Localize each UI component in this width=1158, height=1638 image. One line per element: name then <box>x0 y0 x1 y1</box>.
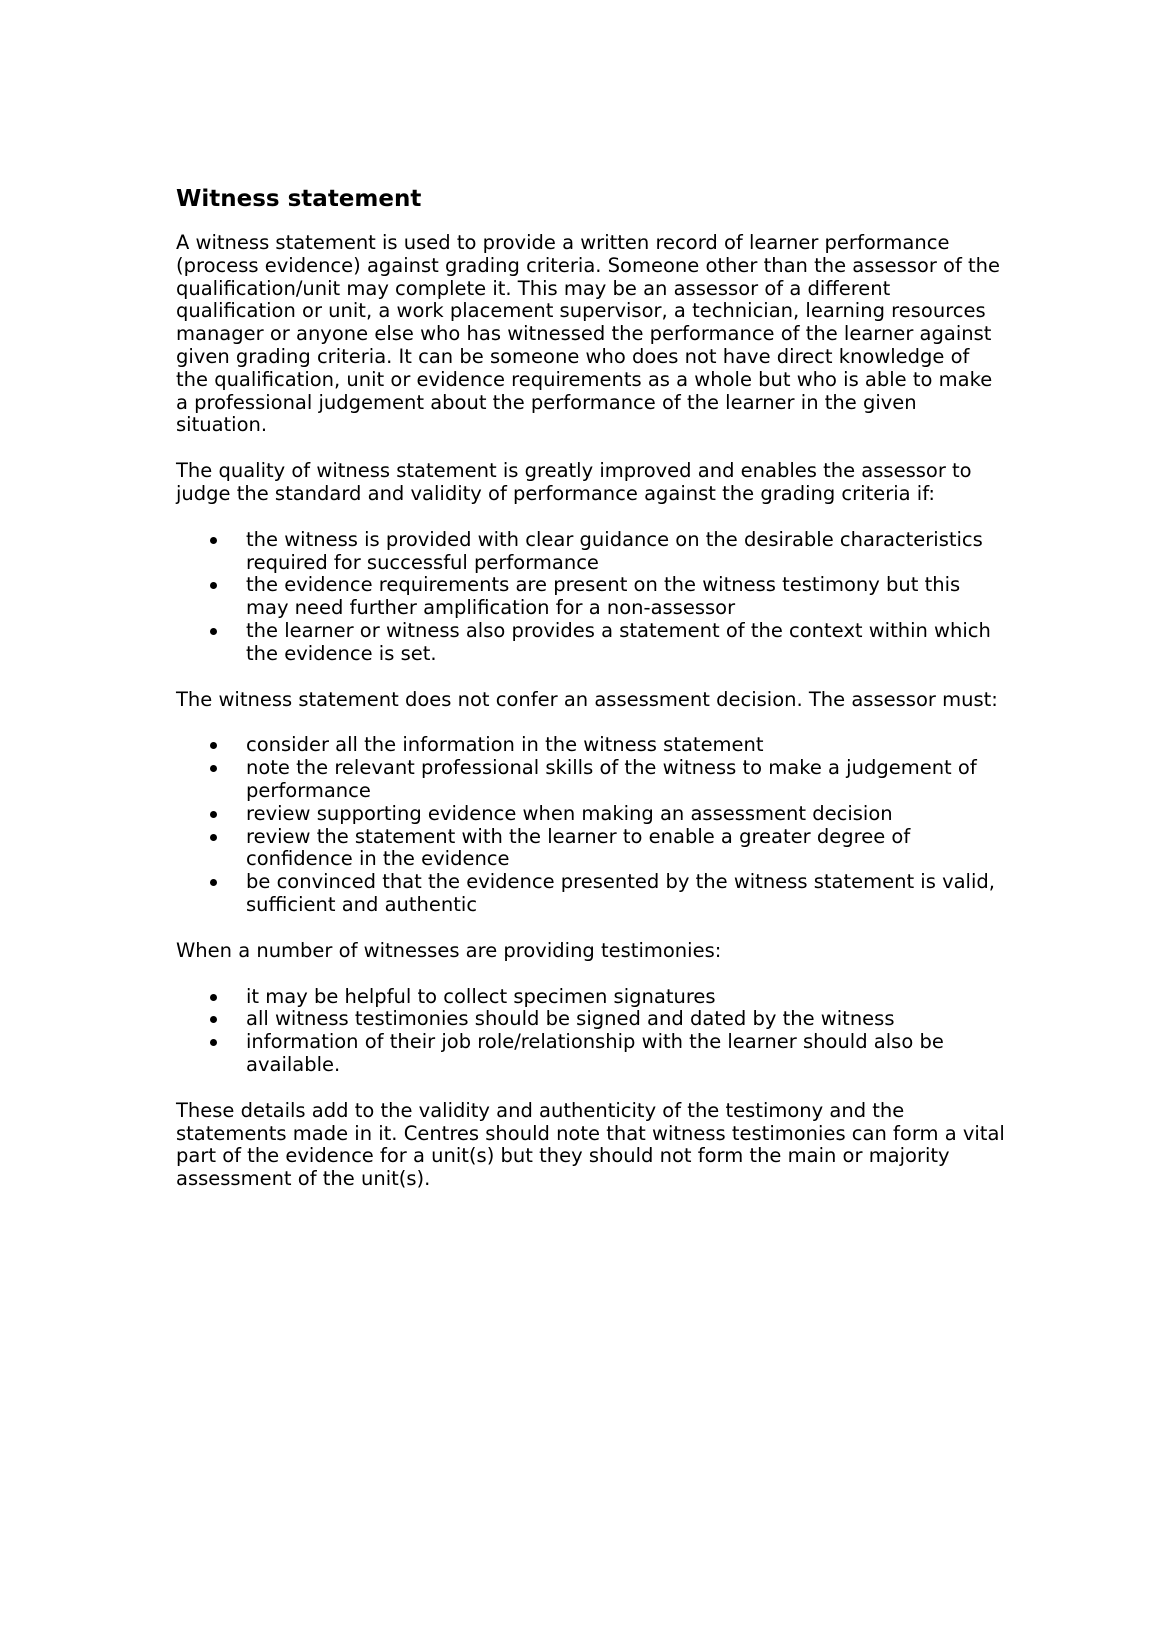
bullet-icon <box>210 834 217 841</box>
assessor-intro-paragraph: The witness statement does not confer an assessment decision. The assessor must: <box>176 687 998 711</box>
bullet-icon <box>210 765 217 772</box>
list-item-text: all witness testimonies should be signed and dated by the witness <box>246 1007 895 1031</box>
assessor-list <box>176 734 1006 916</box>
list-item <box>176 826 1006 872</box>
list-item-text: review the statement with the learner to enable a greater degree of confidence in the evidence <box>246 824 911 871</box>
list-item-text: be convinced that the evidence presented by the witness statement is valid, sufficient and authentic <box>246 870 995 916</box>
list-item-text: information of their job role/relationship with the learner should also be available. <box>246 1030 944 1076</box>
list-item-text: the witness is provided with clear guidance on the desirable characteristics required for successful performance <box>246 527 983 574</box>
quality-list <box>176 529 1006 666</box>
list-item <box>176 529 1006 575</box>
document-page <box>176 184 1006 1214</box>
list-item-text: note the relevant professional skills of the witness to make a judgement of performance <box>246 756 977 802</box>
page-title: Witness statement <box>176 186 422 212</box>
multiple-witnesses-intro-paragraph: When a number of witnesses are providing testimonies: <box>176 938 722 962</box>
multiple-witnesses-list <box>176 986 1006 1077</box>
list-item-text: it may be helpful to collect specimen signatures <box>246 984 716 1008</box>
closing-paragraph: These details add to the validity and authenticity of the testimony and the statements made in it. Centres should note that witness testimonies can form a vital part of the evidence for a unit(s) but they should not form the main or majority assessment of the unit(s). <box>176 1098 1005 1191</box>
list-item <box>176 734 1006 757</box>
bullet-icon <box>210 1016 217 1023</box>
bullet-icon <box>210 879 217 886</box>
list-item-text: review supporting evidence when making an assessment decision <box>246 801 893 825</box>
bullet-icon <box>210 628 217 635</box>
bullet-icon <box>210 537 217 544</box>
list-item <box>176 871 1006 917</box>
bullet-icon <box>210 742 217 749</box>
list-item <box>176 803 1006 826</box>
bullet-icon <box>210 811 217 818</box>
bullet-icon <box>210 582 217 589</box>
list-item-text: the learner or witness also provides a statement of the context within which the evidence is set. <box>246 618 991 665</box>
bullet-icon <box>210 1039 217 1046</box>
quality-intro-paragraph: The quality of witness statement is greatly improved and enables the assessor to judge the standard and validity of performance against the grading criteria if: <box>176 459 972 505</box>
bullet-icon <box>210 994 217 1001</box>
intro-paragraph: A witness statement is used to provide a written record of learner performance (process evidence) against grading criteria. Someone other than the assessor of the qualification/unit may complete it. This may be an assessor of a different qualification or unit, a work placement supervisor, a technician, learning resources manager or anyone else who has witnessed the performance of the learner against given grading criteria. It can be someone who does not have direct knowledge of the qualification, unit or evidence requirements as a whole but who is able to make a professional judgement about the performance of the learner in the given situation. <box>176 231 1001 437</box>
list-item <box>176 757 1006 803</box>
list-item <box>176 620 1006 666</box>
list-item-text: consider all the information in the witness statement <box>246 733 764 757</box>
list-item <box>176 1031 1006 1077</box>
list-item-text: the evidence requirements are present on the witness testimony but this may need further amplification for a non-assessor <box>246 573 961 620</box>
list-item <box>176 574 1006 620</box>
list-item <box>176 1008 1006 1031</box>
list-item <box>176 986 1006 1009</box>
